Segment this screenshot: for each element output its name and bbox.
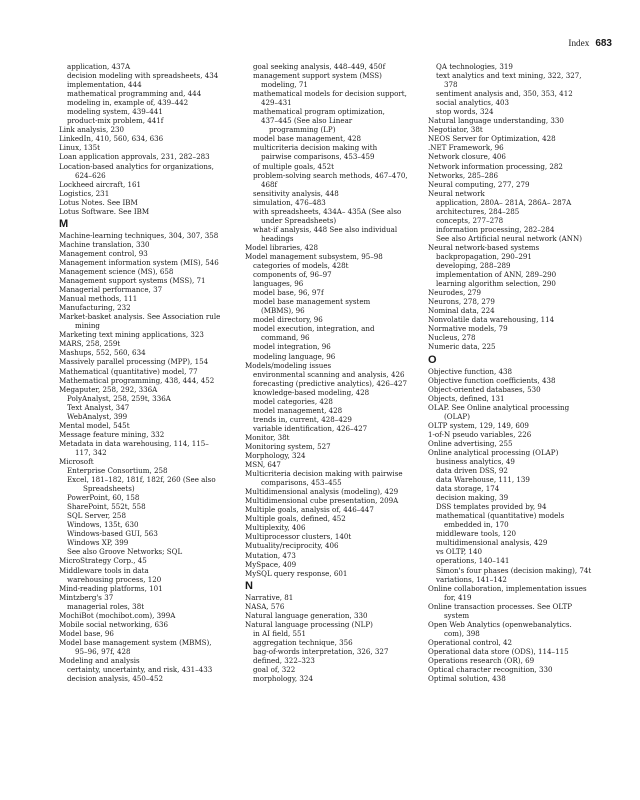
index-subentry: See also Groove Networks; SQL [67, 547, 183, 557]
index-subentry: goal of, 322 [253, 665, 296, 675]
index-subentry: text analytics and text mining, 322, 327, [436, 71, 582, 81]
index-entry: Monitor, 38t [245, 432, 290, 442]
index-subentry: PolyAnalyst, 258, 259t, 336A [67, 393, 171, 403]
index-entry: Negotiator, 38t [428, 125, 483, 135]
index-entry: Network closure, 406 [428, 152, 506, 162]
index-subentry: social analytics, 403 [436, 98, 509, 108]
index-entry: Link analysis, 230 [59, 125, 125, 135]
index-subentry: mining [75, 321, 100, 331]
index-subentry: (OLAP) [444, 411, 470, 421]
index-entry: Natural language understanding, 330 [428, 116, 564, 126]
index-column-1 [59, 62, 239, 683]
index-entry: Mutuality/reciprocity, 406 [245, 541, 339, 551]
index-entry: Microsoft [59, 456, 94, 466]
index-subentry: product-mix problem, 441f [67, 116, 164, 126]
index-entry: Message feature mining, 332 [59, 429, 165, 439]
index-subentry: mathematical (quantitative) models [436, 511, 565, 521]
index-entry: Modeling and analysis [59, 656, 140, 665]
index-subentry: model integration, 96 [253, 342, 331, 352]
index-subentry: forecasting (predictive analytics), 426–427 [253, 378, 408, 388]
index-entry: Linux, 135t [59, 143, 101, 153]
section-label: Index [568, 38, 590, 48]
index-entry: Natural language processing (NLP) [245, 619, 373, 629]
index-subentry: of multiple goals, 452t [253, 161, 334, 171]
index-subentry: aggregation technique, 356 [253, 637, 353, 647]
index-subentry: programming (LP) [269, 125, 336, 135]
running-header [568, 38, 612, 49]
index-subentry: data driven DSS, 92 [436, 466, 508, 476]
index-subentry: implementation of ANN, 289–290 [436, 270, 557, 280]
index-subentry: implementation, 444 [67, 80, 142, 90]
index-entry: Monitoring system, 527 [245, 441, 331, 451]
index-subentry: sentiment analysis and, 350, 353, 412 [436, 89, 573, 99]
index-entry: Narrative, 81 [245, 592, 294, 602]
index-subentry: 429–431 [261, 98, 292, 108]
index-entry: Managerial performance, 37 [59, 285, 163, 295]
index-entry: NEOS Server for Optimization, 428 [428, 134, 556, 144]
index-entry: Marketing text mining applications, 323 [59, 330, 204, 340]
index-subentry: model management, 428 [253, 405, 343, 415]
index-subentry: model base management system [253, 297, 371, 307]
index-entry: Mashups, 552, 560, 634 [59, 348, 146, 358]
index-subentry: environmental scanning and analysis, 426 [253, 369, 405, 379]
index-subentry: mathematical models for decision support, [253, 89, 407, 99]
index-entry: Market-basket analysis. See Association rule [59, 312, 221, 322]
index-subentry: modeling language, 96 [253, 351, 336, 361]
index-subentry: decision analysis, 450–452 [67, 674, 163, 684]
index-subentry: decision modeling with spreadsheets, 434 [67, 71, 219, 81]
index-entry: Natural language generation, 330 [245, 610, 368, 620]
letter-heading: M [59, 217, 69, 230]
index-subentry: backpropagation, 290–291 [436, 251, 532, 261]
index-subentry: operations, 140–141 [436, 556, 510, 566]
index-subentry: model base, 96, 97f [253, 288, 324, 298]
index-subentry: business analytics, 49 [436, 456, 515, 466]
index-entry: Models/modeling issues [245, 360, 332, 370]
index-subentry: modeling, 71 [261, 80, 308, 90]
index-subentry: variable identification, 426–427 [253, 423, 368, 433]
index-subentry: developing, 288–289 [436, 261, 511, 271]
index-subentry: embedded in, 170 [444, 520, 509, 530]
index-subentry: pairwise comparisons, 453–459 [261, 152, 375, 162]
index-entry: Model base, 96 [59, 628, 114, 638]
index-entry: Management science (MS), 658 [59, 266, 174, 276]
index-entry: Management support systems (MSS), 71 [59, 276, 206, 286]
index-subentry: problem-solving search methods, 467–470, [253, 170, 408, 180]
index-entry: Operational control, 42 [428, 637, 513, 647]
index-entry: Lotus Notes. See IBM [59, 197, 138, 207]
index-subentry: bag-of-words interpretation, 326, 327 [253, 646, 389, 656]
index-subentry: stop words, 324 [436, 107, 494, 117]
index-entry: Mintzberg's 37 [59, 592, 114, 602]
index-entry: Operations research (OR), 69 [428, 656, 535, 665]
index-subentry: com), 398 [444, 628, 480, 638]
index-subentry: certainty, uncertainty, and risk, 431–433 [67, 665, 213, 675]
index-entry: Metadata in data warehousing, 114, 115– [59, 438, 209, 448]
index-entry: Mental model, 545t [59, 420, 130, 430]
index-subentry: model base management, 428 [253, 134, 362, 144]
index-entry: Mathematical programming, 438, 444, 452 [59, 375, 215, 385]
index-entry: MicroStrategy Corp., 45 [59, 556, 147, 566]
index-entry: Optical character recognition, 330 [428, 665, 553, 675]
index-entry: Lockheed aircraft, 161 [59, 179, 142, 189]
index-entry: MSN, 647 [245, 460, 281, 470]
index-entry: Loan application approvals, 231, 282–283 [59, 152, 210, 162]
index-entry: MySQL query response, 601 [245, 568, 348, 578]
index-subentry: decision making, 39 [436, 493, 509, 503]
index-entry: LinkedIn, 410, 560, 634, 636 [59, 134, 164, 144]
index-subentry: model execution, integration, and [253, 324, 375, 334]
index-subentry: sensitivity analysis, 448 [253, 188, 339, 198]
index-subentry: mathematical programming and, 444 [67, 89, 202, 99]
page-number: 683 [595, 38, 612, 49]
index-entry: Normative models, 79 [428, 324, 508, 334]
index-subentry: 95–96, 97f, 428 [75, 646, 131, 656]
index-subentry: DSS templates provided by, 94 [436, 502, 547, 512]
index-subentry: with spreadsheets, 434A– 435A (See also [253, 206, 402, 216]
index-entry: Mobile social networking, 636 [59, 619, 169, 629]
index-entry: Multiple goals, defined, 452 [245, 514, 346, 524]
index-entry: Objects, defined, 131 [428, 393, 505, 403]
letter-heading: N [245, 579, 253, 592]
index-entry: Manufacturing, 232 [59, 303, 131, 313]
index-entry: MySpace, 409 [245, 559, 297, 569]
index-subentry: Text Analyst, 347 [67, 402, 130, 412]
index-subentry: SharePoint, 552t, 558 [67, 502, 146, 512]
index-entry: Online collaboration, implementation issues [428, 583, 587, 593]
index-entry: Neural network [428, 188, 485, 198]
index-subentry: defined, 322–323 [253, 656, 315, 665]
index-entry: Objective function, 438 [428, 366, 513, 376]
index-column-2 [245, 62, 425, 683]
index-entry: Online analytical processing (OLAP) [428, 447, 559, 457]
index-entry: OLTP system, 129, 149, 609 [428, 420, 529, 430]
index-subentry: in AI field, 551 [253, 628, 307, 638]
index-entry: Mutation, 473 [245, 550, 296, 560]
index-entry: Management control, 93 [59, 248, 148, 258]
index-entry: Nonvolatile data warehousing, 114 [428, 315, 555, 325]
index-subentry: model categories, 428 [253, 396, 333, 406]
index-entry: Object-oriented databases, 530 [428, 384, 541, 394]
index-subentry: warehousing process, 120 [67, 574, 162, 584]
index-entry: Neurodes, 279 [428, 288, 482, 298]
index-entry: Management information system (MIS), 546 [59, 257, 219, 267]
index-entry: Location-based analytics for organizations, [59, 161, 214, 171]
index-subentry: multicriteria decision making with [253, 143, 378, 153]
index-entry: Manual methods, 111 [59, 294, 138, 304]
index-subentry: See also Artificial neural network (ANN) [436, 233, 582, 243]
index-subentry: simulation, 476–483 [253, 197, 326, 207]
index-subentry: 378 [444, 80, 458, 90]
index-entry: Multicriteria decision making with pairwise [245, 469, 403, 479]
index-entry: OLAP. See Online analytical processing [428, 402, 570, 412]
index-subentry: SQL Server, 258 [67, 511, 126, 521]
index-subentry: WebAnalyst, 399 [67, 411, 128, 421]
index-subentry: multidimensional analysis, 429 [436, 538, 548, 548]
index-entry: Optimal solution, 438 [428, 674, 506, 684]
letter-heading: O [428, 353, 437, 366]
index-subentry: modeling in, example of, 439–442 [67, 98, 189, 108]
index-subentry: what-if analysis, 448 See also individual [253, 224, 398, 234]
index-subentry: data Warehouse, 111, 139 [436, 475, 530, 485]
index-entry: MochiBot (mochibot.com), 399A [59, 610, 176, 620]
index-entry: Online transaction processes. See OLTP [428, 601, 573, 611]
index-entry: Model libraries, 428 [245, 242, 319, 252]
index-entry: Megaputer, 258, 292, 336A [59, 384, 158, 394]
index-entry: Multidimensional analysis (modeling), 429 [245, 487, 399, 497]
index-subentry: concepts, 277–278 [436, 215, 504, 225]
index-entry: Morphology, 324 [245, 451, 306, 461]
index-subentry: under Spreadsheets) [261, 215, 337, 225]
index-entry: Multiprocessor clusters, 140t [245, 532, 352, 542]
index-entry: Mind-reading platforms, 101 [59, 583, 163, 593]
index-entry: Nucleus, 278 [428, 333, 476, 343]
index-entry: Machine-learning techniques, 304, 307, 358 [59, 230, 219, 240]
index-entry: Mathematical (quantitative) model, 77 [59, 366, 198, 376]
index-entry: .NET Framework, 96 [428, 143, 504, 153]
index-subentry: vs OLTP, 140 [436, 547, 482, 557]
index-subentry: (MBMS), 96 [261, 306, 305, 316]
index-subentry: variations, 141–142 [436, 574, 507, 584]
index-entry: Operational data store (ODS), 114–115 [428, 646, 569, 656]
index-subentry: Spreadsheets) [83, 484, 135, 494]
index-subentry: Windows, 135t, 630 [67, 520, 139, 530]
index-entry: Neural network-based systems [428, 242, 540, 252]
index-entry: Numeric data, 225 [428, 342, 496, 352]
index-subentry: managerial roles, 38t [67, 601, 145, 611]
index-entry: Lotus Software. See IBM [59, 206, 150, 216]
index-subentry: modeling system, 439–441 [67, 107, 163, 117]
index-entry: Network information processing, 282 [428, 161, 563, 171]
index-subentry: architectures, 284–285 [436, 206, 520, 216]
index-subentry: headings [261, 233, 294, 243]
index-subentry: components of, 96–97 [253, 270, 332, 280]
index-column-3 [428, 62, 618, 683]
index-subentry: QA technologies, 319 [436, 62, 513, 71]
index-entry: Model base management system (MBMS), [59, 637, 212, 647]
index-entry: Networks, 285–286 [428, 170, 499, 180]
index-entry: Multidimensional cube presentation, 209A [245, 496, 399, 506]
index-entry: Open Web Analytics (openwebanalytics. [428, 619, 572, 629]
index-entry: MARS, 258, 259t [59, 339, 121, 349]
index-entry: Neurons, 278, 279 [428, 297, 495, 307]
index-subentry: categories of models, 428t [253, 261, 349, 271]
index-subentry: command, 96 [261, 333, 310, 343]
index-entry: 1-of-N pseudo variables, 226 [428, 429, 532, 439]
index-subentry: trends in, current, 428–429 [253, 414, 352, 424]
index-subentry: data storage, 174 [436, 484, 500, 494]
index-entry: Nominal data, 224 [428, 306, 495, 316]
index-subentry: 437–445 (See also Linear [261, 116, 353, 126]
index-entry: NASA, 576 [245, 601, 285, 611]
index-subentry: application, 437A [67, 62, 131, 71]
index-subentry: comparisons, 453–455 [261, 478, 342, 488]
index-subentry: mathematical program optimization, [253, 107, 385, 117]
index-entry: Massively parallel processing (MPP), 154 [59, 357, 209, 367]
index-subentry: Excel, 181–182, 181f, 182f, 260 (See also [67, 475, 216, 485]
index-subentry: middleware tools, 120 [436, 529, 517, 539]
index-subentry: Enterprise Consortium, 258 [67, 466, 168, 476]
index-subentry: Windows XP, 399 [67, 538, 129, 548]
index-subentry: languages, 96 [253, 279, 304, 289]
index-subentry: 117, 342 [75, 447, 107, 457]
index-subentry: management support system (MSS) [253, 71, 382, 81]
index-entry: Multiple goals, analysis of, 446–447 [245, 505, 374, 515]
index-subentry: 468f [261, 179, 278, 189]
index-subentry: knowledge-based modeling, 428 [253, 387, 370, 397]
index-subentry: application, 280A– 281A, 286A– 287A [436, 197, 572, 207]
index-entry: Online advertising, 255 [428, 438, 513, 448]
index-subentry: Simon's four phases (decision making), 74t [436, 565, 592, 575]
index-entry: Multiplexity, 406 [245, 523, 306, 533]
index-entry: Neural computing, 277, 279 [428, 179, 530, 189]
index-subentry: for, 419 [444, 592, 472, 602]
index-subentry: goal seeking analysis, 448–449, 450f [253, 62, 386, 71]
index-entry: Objective function coefficients, 438 [428, 375, 556, 385]
index-entry: Logistics, 231 [59, 188, 110, 198]
index-subentry: Windows-based GUI, 563 [67, 529, 158, 539]
index-subentry: system [444, 610, 470, 620]
index-entry: Model management subsystem, 95–98 [245, 251, 383, 261]
index-entry: Middleware tools in data [59, 565, 149, 575]
index-subentry: morphology, 324 [253, 674, 313, 684]
index-subentry: learning algorithm selection, 290 [436, 279, 556, 289]
index-entry: Machine translation, 330 [59, 239, 150, 249]
index-subentry: 624–626 [75, 170, 106, 180]
index-subentry: information processing, 282–284 [436, 224, 555, 234]
index-subentry: PowerPoint, 60, 158 [67, 493, 140, 503]
index-subentry: model directory, 96 [253, 315, 323, 325]
